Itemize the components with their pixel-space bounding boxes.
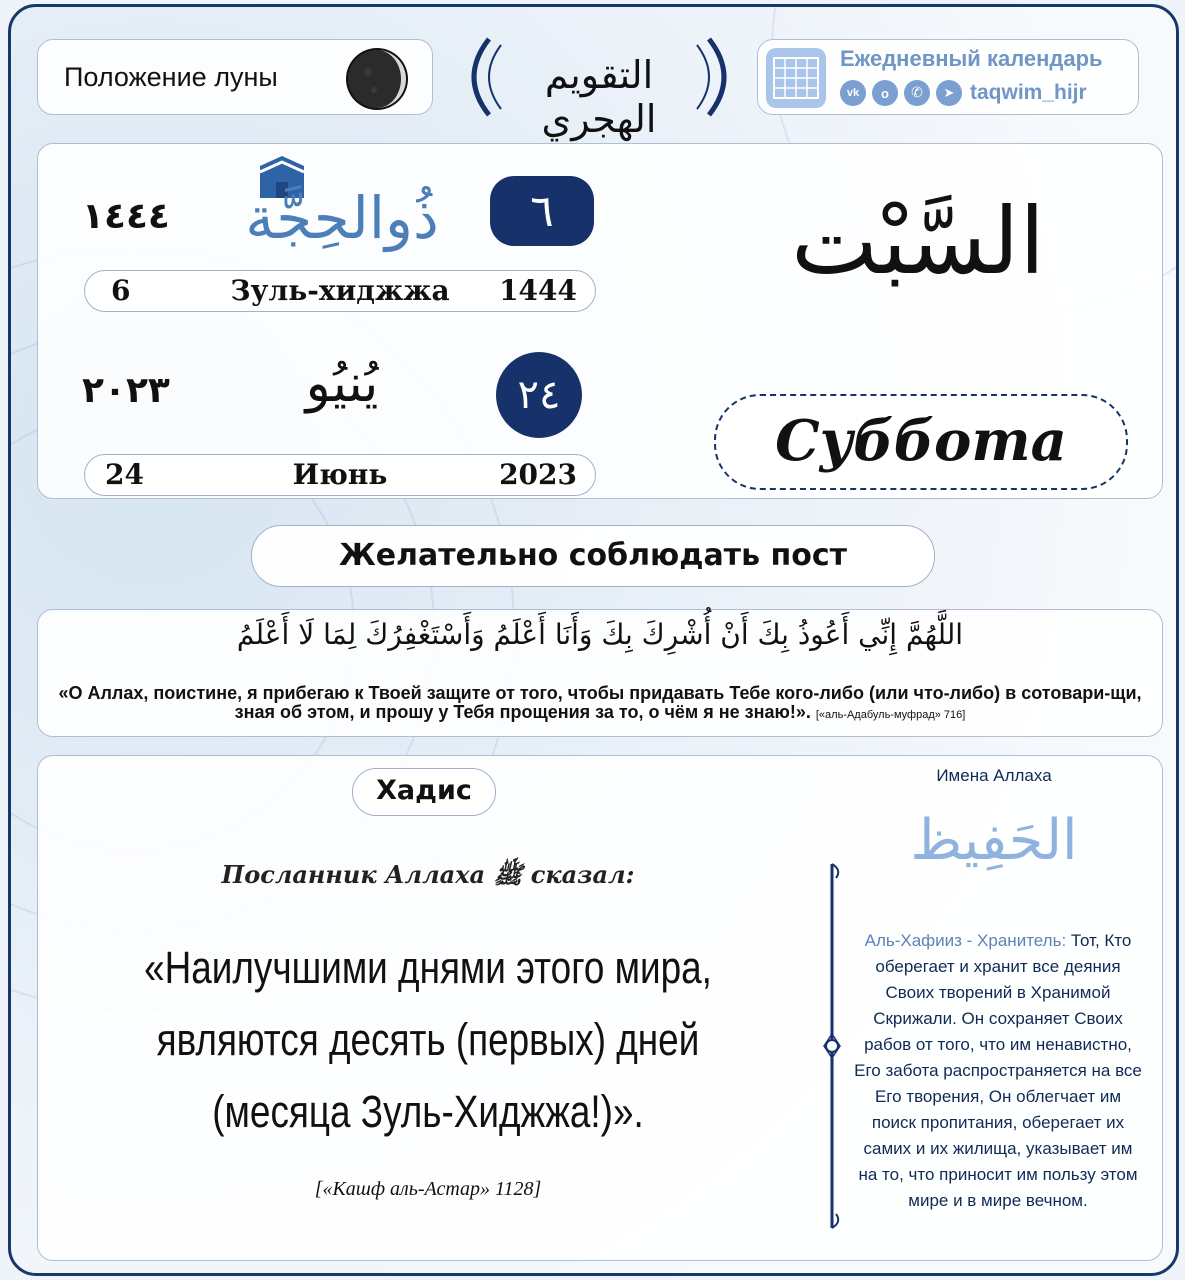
gregorian-month: Июнь [292,458,388,491]
date-card [37,143,1163,499]
moon-position-card [37,39,433,115]
hadith-card [37,755,1163,1261]
hadith-label: Хадис [376,775,472,806]
gregorian-day-arabic: ٢٤ [517,372,561,418]
logo-arabic: التقويم الهجري [541,53,657,141]
hadith-text-wrap [58,932,798,1148]
gregorian-day: 24 [105,458,144,491]
dua-translation: «О Аллах, поистине, я прибегаю к Твоей защите от того, чтобы придавать Тебе кого-либо (или что-либо) в сотовари-щи, зная об этом, и прошу у Тебя прощения за то, о чём я не знаю!». [58,683,1142,722]
telegram-icon[interactable]: ➤ [936,80,962,106]
fasting-pill [251,525,935,587]
hadith-source: [«Кашф аль-Астар» 1128] [314,1178,542,1200]
names-description: Тот, Кто оберегает и хранит все деяния Своих творений в Хранимой Скрижали. Он сохраняет Своих рабов от того, что им ненавистно, Его забота распространяется на все Его творения, Он облегчает им поиск пропитания, оберегает их самих и их жилища, указывает им на то, что приносит им пользу этом мире и в мире вечном. [854,931,1142,1210]
hijri-year-arabic: ١٤٤٤ [82,196,170,237]
hijri-month: Зуль-хиджжа [230,274,450,307]
logo [449,31,749,141]
hijri-day-arabic: ٦ [530,185,554,237]
hadith-text: «Наилучшими днями этого мира, являются десять (первых) дней (месяца Зуль-Хиджжа!)». [144,942,712,1137]
divider-ornament-icon [822,860,846,1232]
weekday-arabic: السَّبْت [791,188,1045,295]
gregorian-date-pill [84,454,596,496]
whatsapp-icon[interactable]: ✆ [904,80,930,106]
names-description-block [854,928,1142,1214]
hijri-day: 6 [111,274,131,307]
hadith-label-pill [352,768,496,816]
gregorian-year: 2023 [499,458,577,491]
gregorian-year-arabic: ٢٠٢٣ [82,370,170,411]
moon-label: Положение луны [64,62,278,92]
moon-phase-icon [344,46,410,112]
hadith-intro: Посланник Аллаха ﷺ сказал: [221,860,635,889]
dua-arabic: اللَّهُمَّ إِنِّي أَعُوذُ بِكَ أَنْ أُشْرِكَ بِكَ وَأَنَا أَعْلَمُ وَأَسْتَغْفِرُكَ لِمَا لَا أَعْلَمُ [236,618,964,651]
fasting-text: Желательно соблюдать пост [338,538,847,573]
names-arabic: الحَفِيظ [910,808,1078,873]
hijri-date-pill [84,270,596,312]
ok-icon[interactable]: o [872,80,898,106]
names-title: Имена Аллаха [936,766,1052,785]
social-handle[interactable]: taqwim_hijr [970,81,1087,104]
calendar-icon [764,46,828,110]
gregorian-day-badge [496,352,582,438]
names-name-title: Аль-Хафииз - Хранитель: [864,931,1067,950]
page-frame [8,4,1179,1276]
social-links [840,80,1087,106]
hijri-year: 1444 [499,274,577,307]
gregorian-month-arabic: يُنيُو [305,354,379,414]
dua-translation-block [52,684,1148,725]
daily-calendar-card [757,39,1139,115]
dua-source: [«аль-Адабуль-муфрад» 716] [815,709,966,721]
weekday-pill [714,394,1128,490]
hijri-month-arabic: ذُوالحِجَّة [245,184,439,252]
dua-card [37,609,1163,737]
weekday-russian: Суббота [775,408,1067,474]
vk-icon[interactable]: vk [840,80,866,106]
hijri-day-badge [490,176,594,246]
daily-calendar-title: Ежедневный календарь [840,46,1103,71]
